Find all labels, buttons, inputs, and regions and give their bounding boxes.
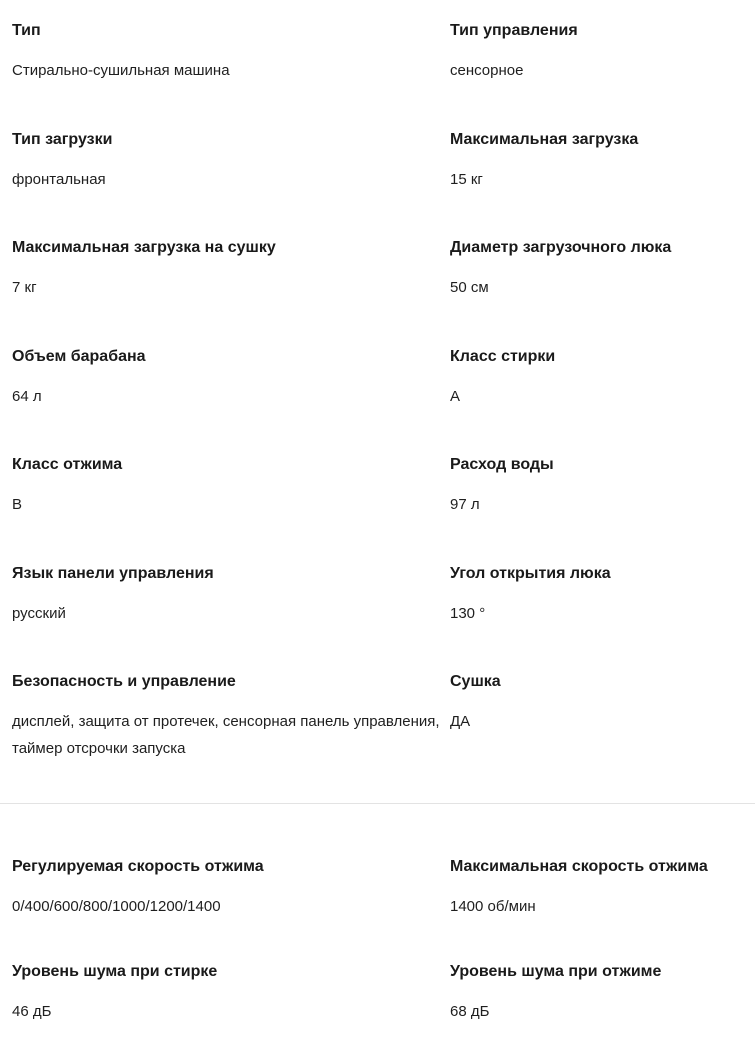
spec-row [12,238,755,347]
spec-value: русский [12,604,66,622]
spec-item-water-consumption [450,455,755,518]
spec-item-door-diameter [450,238,755,301]
spec-label: Регулируемая скорость отжима [12,858,264,875]
spec-label: Расход воды [450,456,554,473]
spec-item-max-dry-load [12,238,450,301]
spec-label: Тип загрузки [12,130,113,148]
spec-label: Диаметр загрузочного люка [450,239,672,256]
spec-value: 130 ° [450,604,486,622]
spec-value: 97 л [450,496,480,513]
spec-item-panel-language [12,564,450,627]
spec-value: ДА [450,713,471,730]
spec-item-safety-control [12,672,450,762]
spec-value: 68 дБ [450,1003,490,1020]
spec-value: фронтальная [12,170,106,188]
spec-label: Угол открытия люка [450,564,611,582]
spec-row [12,21,755,130]
spec-item-spin-class [12,455,450,518]
spec-label: Язык панели управления [12,564,214,582]
spec-label: Тип управления [450,22,578,39]
spec-value: сенсорное [450,62,524,79]
spec-label: Максимальная загрузка [450,130,639,148]
spec-item-load-type [12,130,450,193]
spec-value: 50 см [450,279,489,296]
spec-item-max-spin-speed [450,857,755,920]
spec-row [12,672,755,803]
spec-label: Класс стирки [450,347,556,365]
spec-row [12,564,755,673]
spec-label: Максимальная загрузка на сушку [12,239,276,256]
spec-value: 15 кг [450,170,483,188]
spec-value: 46 дБ [12,1003,52,1020]
spec-value: 64 л [12,387,42,405]
spec-row [12,347,755,456]
spec-label: Уровень шума при отжиме [450,963,662,980]
spec-item-drying [450,672,755,735]
spec-item-spin-noise-level [450,962,755,1025]
spec-value: В [12,496,23,513]
spec-label: Объем барабана [12,347,146,365]
spec-item-door-angle [450,564,755,627]
spec-item-type [12,21,450,84]
spec-label: Уровень шума при стирке [12,963,218,980]
spec-label: Максимальная скорость отжима [450,858,708,875]
spec-value: 7 кг [12,279,37,296]
spec-item-adjustable-spin-speed [12,857,450,920]
specs-section-spin-noise [0,804,755,1047]
spec-value: Стирально-сушильная машина [12,62,230,79]
spec-label: Класс отжима [12,456,123,473]
spec-value: 1400 об/мин [450,898,536,915]
spec-value: 0/400/600/800/1000/1200/1400 [12,898,221,915]
spec-row [12,857,755,962]
spec-label: Безопасность и управление [12,673,236,690]
spec-item-drum-volume [12,347,450,410]
spec-label: Тип [12,22,41,39]
spec-row [12,130,755,239]
spec-item-max-load [450,130,755,193]
spec-item-control-type [450,21,755,84]
spec-row [12,962,755,1047]
spec-label: Сушка [450,673,501,690]
spec-row [12,455,755,564]
spec-item-wash-class [450,347,755,410]
spec-value: дисплей, защита от протечек, сенсорная панель управления, таймер отсрочки запуска [12,713,440,757]
spec-item-wash-noise-level [12,962,450,1025]
spec-value: А [450,387,461,405]
